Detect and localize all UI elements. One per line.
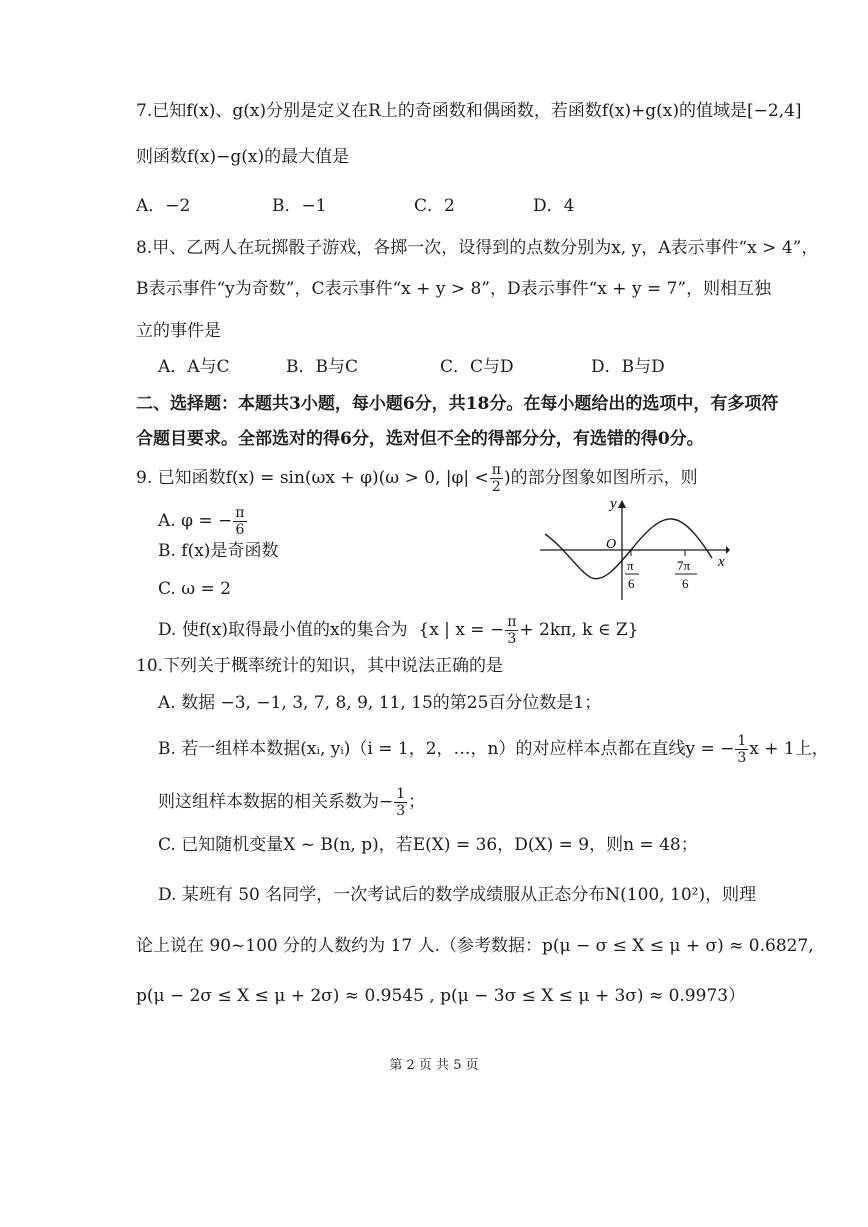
graph-x-label: x [718, 554, 725, 570]
q9-option-a: A. φ = − $\frac{\pi}{6}$ [158, 505, 245, 538]
graph-tick1-num: π [627, 558, 634, 573]
graph-origin-label: O [606, 537, 617, 552]
q9-option-b: B. f(x)是奇函数 [158, 541, 279, 561]
graph-tick2-num: 7π [677, 558, 691, 573]
q10-stem: 10.下列关于概率统计的知识，其中说法正确的是 [136, 656, 504, 676]
q7-option-d: D．4 [533, 196, 575, 216]
q10-option-c: C. 已知随机变量X ~ B(n, p)，若E(X) = 36，D(X) = 9，则n = 48； [158, 835, 698, 855]
y-axis-arrow [618, 500, 626, 508]
q8-option-d: D．B与D [591, 357, 665, 377]
q9-stem-fraction: $\frac{\pi}{2}$ [491, 462, 501, 495]
q9-sine-graph [540, 498, 730, 603]
q9-option-c: C. ω = 2 [158, 579, 231, 599]
graph-tick2-den: 6 [682, 576, 689, 591]
graph-y-label: y [610, 498, 617, 512]
q9-stem: 9. 已知函数f(x) = sin(ωx + φ)(ω > 0, |φ| < $\frac{\pi}{2}$ )的部分图象如图所示，则 [136, 462, 698, 495]
q10-option-d-line1: D. 某班有 50 名同学，一次考试后的数学成绩服从正态分布N(100, 10²)，则理 [158, 885, 757, 905]
section2-instructions-line2: 合题目要求。全部选对的得6分，选对但不全的得部分分，有选错的得0分。 [136, 429, 704, 449]
q9-option-d: D. 使f(x)取得最小值的x的集合为 {x | x = − $\frac{\pi}{3}$ + 2kπ, k ∈ Z} [158, 614, 639, 647]
q10-option-d-line3: p(μ − 2σ ≤ X ≤ μ + 2σ) ≈ 0.9545 , p(μ − 3σ ≤ X ≤ μ + 3σ) ≈ 0.9973） [136, 986, 746, 1006]
q7-stem-line1: 7.已知f(x)、g(x)分别是定义在R上的奇函数和偶函数，若函数f(x)+g(x)的值域是[−2,4] [136, 101, 802, 121]
q10-option-b-line1: B. 若一组样本数据(xᵢ, yᵢ)（i = 1，2，…，n）的对应样本点都在直线y = − $\frac{1}{3}$ x + 1上， [158, 733, 829, 766]
q7-option-a: A．−2 [136, 196, 191, 216]
q10-option-a: A. 数据 −3, −1, 3, 7, 8, 9, 11, 15的第25百分位数是1； [158, 693, 602, 713]
q10-option-b-line2: 则这组样本数据的相关系数为− $\frac{1}{3}$ ； [158, 786, 426, 819]
page-number: 第 2 页 共 5 页 [389, 1058, 479, 1073]
q10-option-d-line2: 论上说在 90~100 分的人数约为 17 人.（参考数据：p(μ − σ ≤ X ≤ μ + σ) ≈ 0.6827, [136, 936, 814, 956]
q8-stem-line2: B表示事件“y为奇数”，C表示事件“x + y > 8”，D表示事件“x + y = 7”，则相互独 [136, 279, 772, 299]
q8-option-b: B．B与C [286, 357, 358, 377]
q7-stem-line2: 则函数f(x)−g(x)的最大值是 [136, 147, 350, 167]
x-axis-arrow [726, 546, 730, 554]
section2-instructions-line1: 二、选择题：本题共3小题，每小题6分，共18分。在每小题给出的选项中，有多项符 [136, 394, 779, 414]
graph-tick1-den: 6 [628, 576, 635, 591]
q8-option-a: A．A与C [158, 357, 230, 377]
q7-option-b: B．−1 [272, 196, 327, 216]
q8-option-c: C．C与D [440, 357, 514, 377]
q7-option-c: C．2 [414, 196, 455, 216]
q8-stem-line3: 立的事件是 [136, 321, 221, 341]
q8-stem-line1: 8.甲、乙两人在玩掷骰子游戏，各掷一次，设得到的点数分别为x, y，A表示事件“x > 4”， [136, 238, 819, 258]
